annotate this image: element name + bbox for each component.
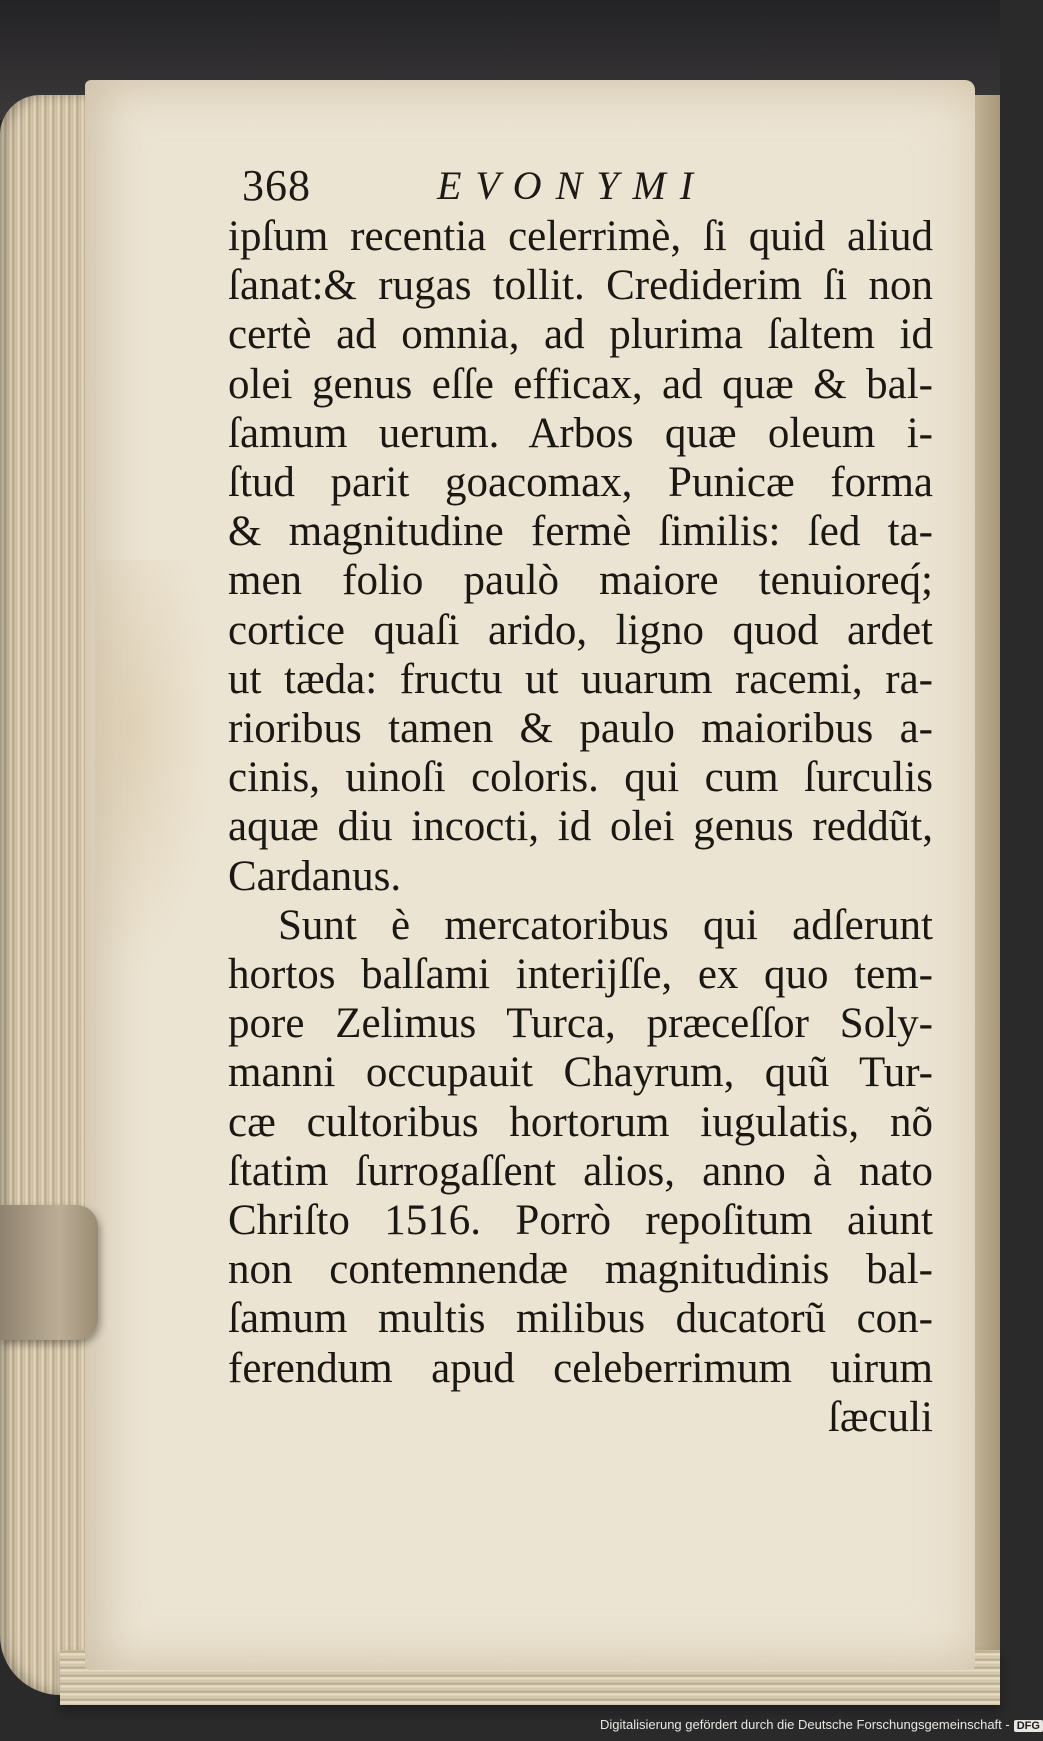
text-line: ſanat:& rugas tollit. Crediderim ſi non <box>228 262 933 310</box>
text-line: rioribus tamen & paulo maioribus a- <box>228 705 933 753</box>
book-page-edges-left <box>0 95 95 1695</box>
body-text <box>228 212 933 1442</box>
text-line: hortos balſami interijſſe, ex quo tem- <box>228 951 933 999</box>
text-line: olei genus eſſe efficax, ad quæ & bal- <box>228 360 933 408</box>
text-line: cortice quaſi arido, ligno quod ardet <box>228 606 933 654</box>
text-line: Cardanus. <box>228 852 402 900</box>
text-line: Chriſto 1516. Porrò repoſitum aiunt <box>228 1197 933 1245</box>
text-line: ipſum recentia celerrimè, ſi quid aliud <box>228 213 933 260</box>
digitization-credit <box>600 1717 1040 1737</box>
text-line: cæ cultoribus hortorum iugulatis, nõ <box>228 1098 933 1146</box>
text-line: aquæ diu incocti, id olei genus reddũt, <box>228 803 933 851</box>
page-header <box>242 160 942 220</box>
dfg-logo: DFG <box>1014 1720 1043 1732</box>
text-line: cinis, uinoſi coloris. qui cum ſurculis <box>228 754 933 802</box>
running-head: EVONYMI <box>437 163 708 208</box>
text-line: men folio paulò maiore tenuioreq́; <box>228 557 933 605</box>
page-clip <box>0 1205 98 1340</box>
paragraph-1 <box>228 212 933 901</box>
paper-stain <box>95 560 215 980</box>
text-line: ſtud parit goacomax, Punicæ forma <box>228 459 933 507</box>
text-line: manni occupauit Chayrum, quũ Tur- <box>228 1049 933 1097</box>
catchword: ſæculi <box>827 1393 933 1441</box>
text-line: ſamum multis milibus ducatorũ con- <box>228 1295 933 1343</box>
text-line: ſamum uerum. Arbos quæ oleum i- <box>228 409 933 457</box>
text-line: ferendum apud celeberrimum uirum <box>228 1344 933 1392</box>
text-line: Sunt è mercatoribus qui adſerunt <box>278 901 933 949</box>
text-line: non contemnendæ magnitudinis bal- <box>228 1246 933 1294</box>
paragraph-2 <box>228 901 933 1393</box>
text-line: ut tæda: fructu ut uuarum racemi, ra- <box>228 655 933 703</box>
text-line: certè ad omnia, ad plurima ſaltem id <box>228 311 933 359</box>
text-line: pore Zelimus Turca, præceſſor Soly- <box>228 1000 933 1048</box>
text-line: & magnitudine fermè ſimilis: ſed ta- <box>228 508 933 556</box>
text-line: ſtatim ſurrogaſſent alios, anno à nato <box>228 1147 933 1195</box>
credit-text: Digitalisierung gefördert durch die Deutsche Forschungsgemeinschaft - <box>600 1717 1010 1732</box>
page-number: 368 <box>242 161 311 210</box>
